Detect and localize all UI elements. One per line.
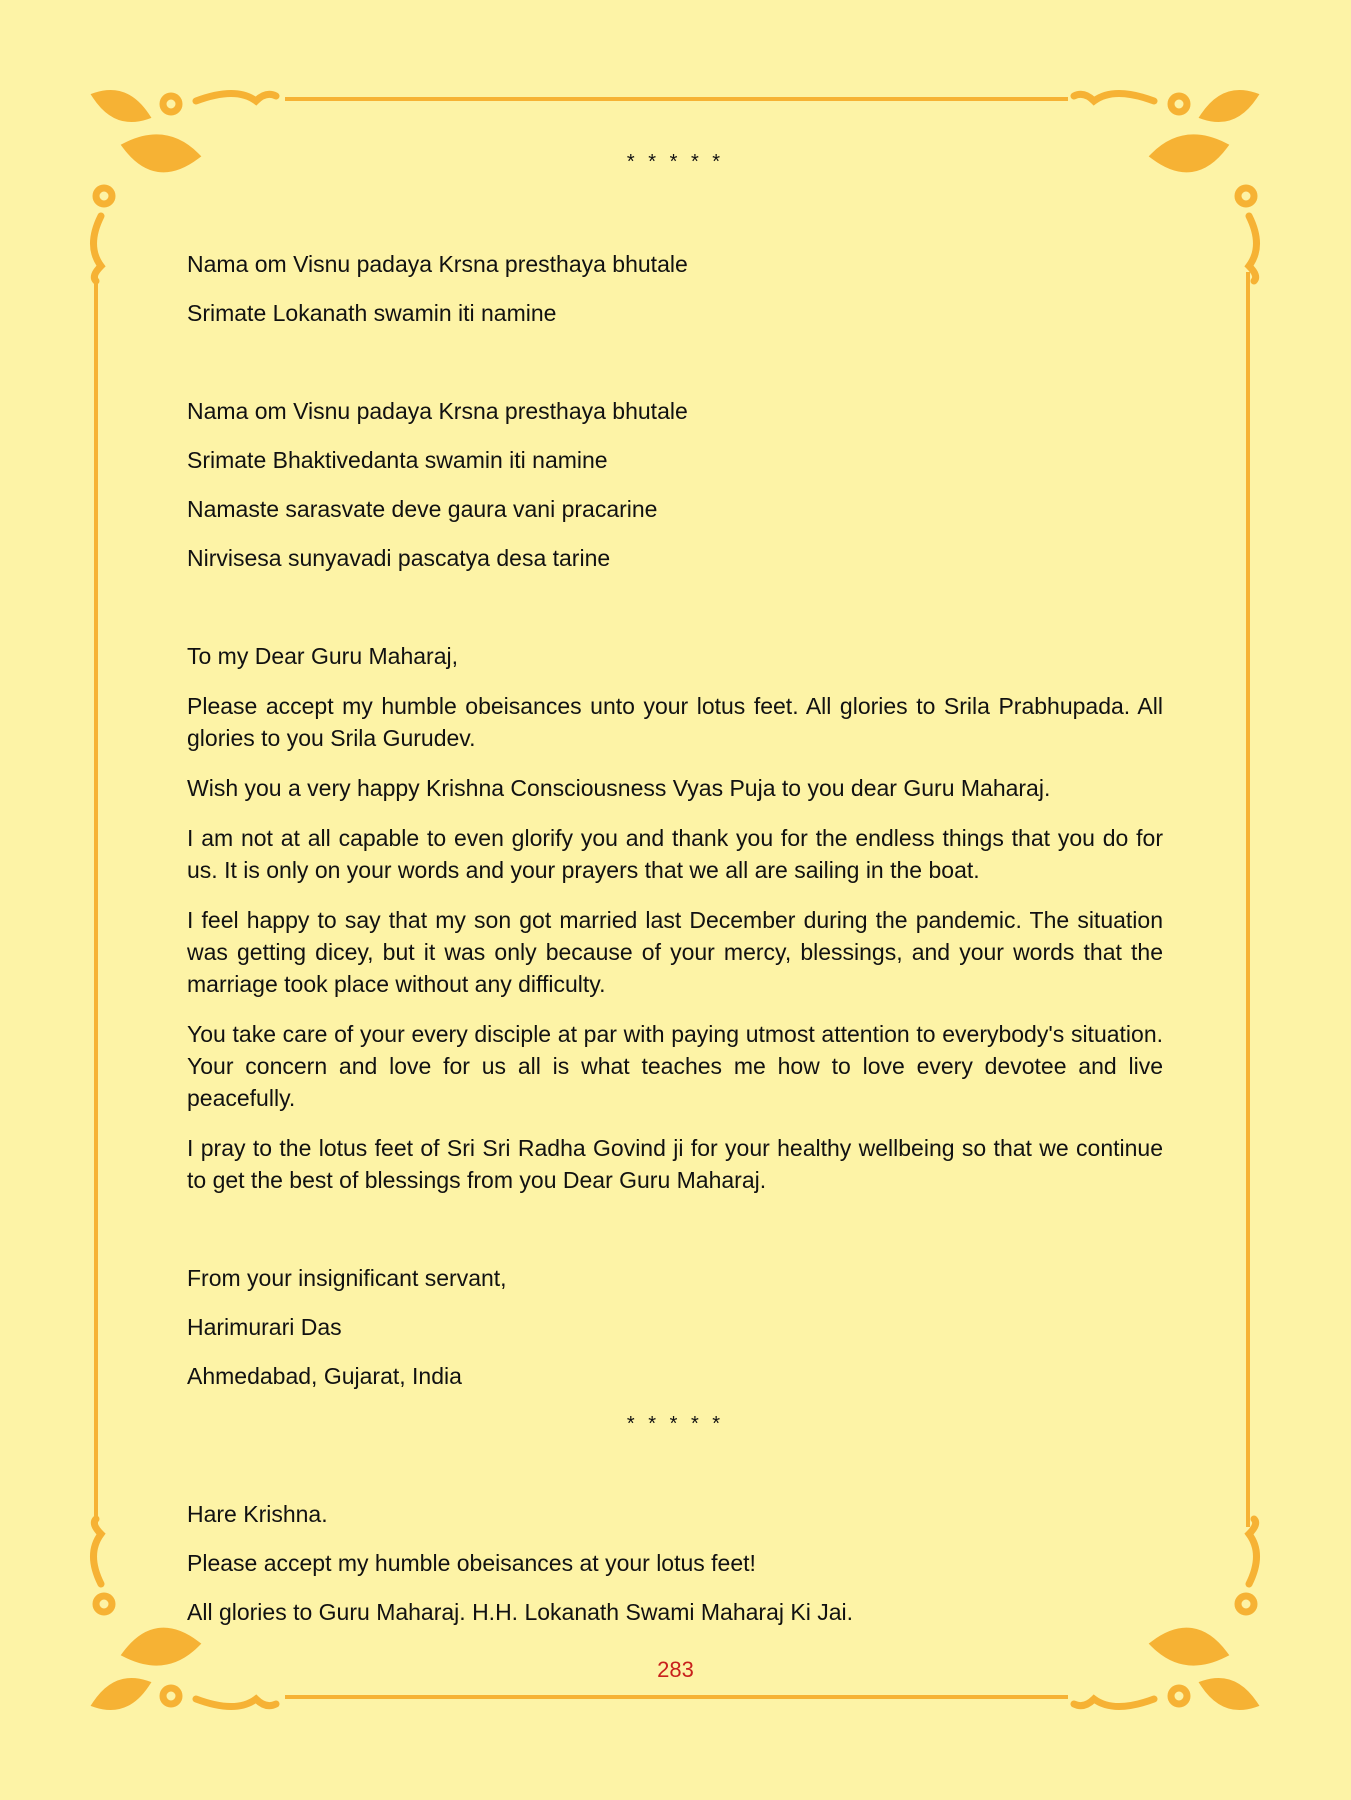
verse-line: Namaste sarasvate deve gaura vani pracarine	[187, 496, 658, 522]
paragraph: All glories to Guru Maharaj. H.H. Lokanath Swami Maharaj Ki Jai.	[187, 1599, 854, 1625]
paragraph: Wish you a very happy Krishna Consciousness Vyas Puja to you dear Guru Maharaj.	[187, 775, 1051, 801]
signature-location: Ahmedabad, Gujarat, India	[187, 1363, 462, 1389]
verse-line: Nama om Visnu padaya Krsna presthaya bhutale	[187, 251, 688, 277]
paragraph: I am not at all capable to even glorify you and thank you for the endless things that you do for us. It is only on your words and your prayers that we all are sailing in the boat.	[187, 825, 1163, 883]
closing: From your insignificant servant,	[187, 1265, 507, 1291]
verse-line: Srimate Bhaktivedanta swamin iti namine	[187, 447, 608, 473]
salutation: To my Dear Guru Maharaj,	[187, 643, 458, 669]
paragraph: I feel happy to say that my son got married last December during the pandemic. The situation was getting dicey, but it was only because of your mercy, blessings, and your words that the marriage took place without any difficulty.	[187, 907, 1163, 997]
verse-line: Srimate Lokanath swamin iti namine	[187, 300, 557, 326]
signature-name: Harimurari Das	[187, 1314, 342, 1340]
paragraph: You take care of your every disciple at par with paying utmost attention to everybody's situation. Your concern and love for us all is what teaches me how to love every devotee and live peacefully.	[187, 1021, 1163, 1111]
paragraph: Hare Krishna.	[187, 1501, 328, 1527]
separator: * * * * *	[626, 1413, 725, 1435]
separator: * * * * *	[626, 151, 725, 173]
paragraph: Please accept my humble obeisances unto your lotus feet. All glories to Srila Prabhupada. All glories to you Srila Gurudev.	[187, 693, 1163, 751]
page-number: 283	[657, 1657, 694, 1682]
paragraph: Please accept my humble obeisances at your lotus feet!	[187, 1550, 756, 1576]
border-bottom	[285, 1695, 1068, 1699]
verse-line: Nirvisesa sunyavadi pascatya desa tarine	[187, 545, 611, 571]
verse-line: Nama om Visnu padaya Krsna presthaya bhutale	[187, 398, 688, 424]
paragraph: I pray to the lotus feet of Sri Sri Radha Govind ji for your healthy wellbeing so that we continue to get the best of blessings from you Dear Guru Maharaj.	[187, 1135, 1163, 1193]
